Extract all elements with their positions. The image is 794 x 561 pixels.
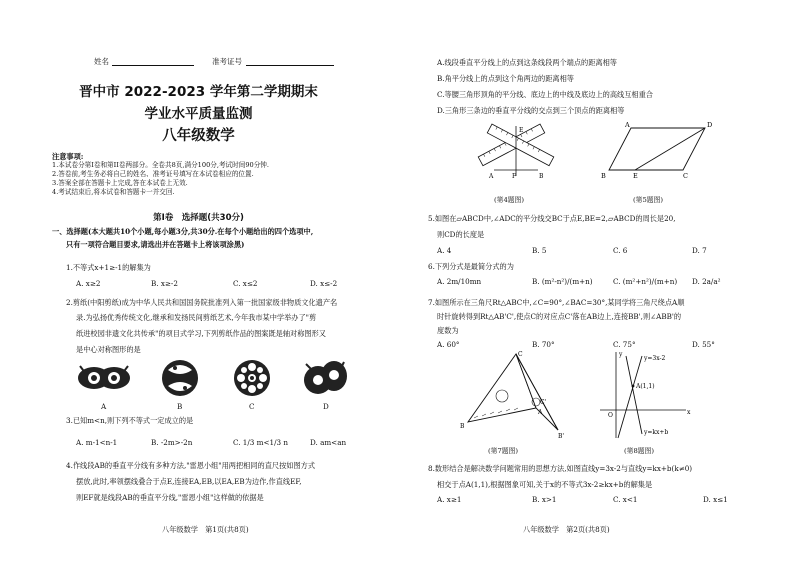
q8-line: 8.数形结合是解决数学问题常用的思想方法,如图直线y=3x-2与直线y=kx+b(k≠0) [428, 464, 693, 473]
q3-option-b: B. -2m>-2n [151, 438, 193, 447]
fig7-label: B' [558, 433, 565, 440]
q6-stem: 6.下列分式是最简分式的为 [428, 262, 514, 271]
q4-option-b: B.角平分线上的点到这个角两边的距离相等 [437, 74, 574, 83]
fig8-caption: (第8题图) [624, 447, 655, 455]
fig5-label: B [601, 172, 606, 180]
q7-line: 时针旋转得到Rt△AB'C',使点C的对应点C'落在AB边上,连接BB',则∠ABB'的 [437, 312, 682, 321]
q3-option-c: C. 1/3 m<1/3 n [233, 438, 288, 447]
page-footer-left: 八年级数学 第1页(共8页) [162, 525, 249, 534]
fig4-label: B [539, 173, 544, 180]
q5-option-b: B. 5 [532, 246, 547, 255]
q6-option-c: C. (m²+n²)/(m+n) [613, 277, 678, 286]
name-blank [112, 65, 194, 66]
q1-option-c: C. x≤2 [233, 279, 258, 288]
q4-line: 则EF就是线段AB的垂直平分线,"雷恩小组"这样做的依据是 [76, 493, 264, 502]
fig4-label: A [489, 173, 494, 180]
q1-stem: 1.不等式x+1≥-1的解集为 [66, 263, 151, 272]
line-3x-2 [618, 356, 642, 438]
q2-option-a: A [101, 402, 107, 411]
q2-option-c: C [249, 402, 255, 411]
fig5-label: C [683, 172, 688, 180]
parallelogram-abcd [609, 128, 705, 170]
figure-5 [597, 118, 717, 180]
q3-stem: 3.已知m<n,则下列不等式一定成立的是 [66, 416, 194, 425]
fig7-label: A [538, 409, 543, 416]
q8-option-c: C. x<1 [613, 495, 638, 504]
q3-option-d: D. am<an [310, 438, 347, 447]
q2-line: 是中心对称图形的是 [76, 345, 141, 354]
q7-option-b: B. 70° [532, 340, 555, 349]
q5-option-c: C. 6 [613, 246, 628, 255]
fig8-label: y=3x-2 [644, 355, 666, 362]
fig4-label: F [512, 173, 517, 180]
q4-line: 4.作线段AB的垂直平分线有多种方法,"雷恩小组"用两把相同的直尺按如图方式 [66, 461, 316, 470]
papercut-figures [74, 356, 364, 401]
q2-line: 纸进校园非遗文化共传承"的项目式学习,下列剪纸作品的图案既是轴对称图形又 [76, 329, 326, 338]
q2-option-b: B [177, 402, 183, 411]
figure-7 [458, 350, 578, 440]
fig8-label: y [619, 351, 623, 358]
papercut-a-image [78, 366, 130, 389]
q7-line: 度数为 [437, 326, 459, 335]
fig8-label: x [687, 409, 691, 416]
q2-option-d: D [323, 402, 329, 411]
q4-option-d: D.三角形三条边的垂直平分线的交点到三个顶点的距离相等 [437, 106, 625, 115]
figure-4 [476, 118, 556, 180]
q3-option-a: A. m-1<n-1 [76, 438, 118, 447]
note-item: 1.本试卷分第I卷和第II卷两部分。全卷共8页,满分100分,考试时间90分钟. [52, 161, 270, 169]
q4-option-c: C.等腰三角形顶角的平分线、底边上的中线及底边上的高线互相重合 [437, 90, 653, 99]
fig4-caption: (第4题图) [494, 196, 525, 204]
q7-option-d: D. 55° [692, 340, 715, 349]
fig5-label: A [625, 121, 630, 129]
q5-line: 则CD的长度是 [437, 230, 485, 239]
q8-line: 相交于点A(1,1),根据图象可知,关于x的不等式3x-2≥kx+b的解集是 [437, 480, 653, 489]
q2-line: 2.剪纸(中阳剪纸)成为中华人民共和国国务院批准列入第一批国家级非物质文化遗产名 [66, 298, 338, 307]
note-item: 2.答卷前,考生务必将自己的姓名、准考证号填写在本试卷相应的位置. [52, 170, 254, 178]
q2-line: 录.为弘扬优秀传统文化,继承和发扬民间剪纸艺术,今年我市某中学举办了"剪 [76, 313, 317, 322]
papercut-c-image [234, 360, 270, 396]
fig5-label: D [707, 121, 713, 129]
exam-title: 晋中市 2022-2023 学年第二学期期末 [79, 84, 318, 100]
fig7-label: C' [540, 399, 547, 406]
page-footer-right: 八年级数学 第2页(共8页) [523, 525, 610, 534]
q7-line: 7.如图所示在三角尺Rt△ABC中,∠C=90°,∠BAC=30°,某同学将三角尺绕点A顺 [428, 298, 685, 307]
papercut-d-image [304, 361, 347, 394]
exam-no-blank [246, 65, 334, 66]
fig5-caption: (第5题图) [633, 196, 664, 204]
q8-option-b: B. x>1 [532, 495, 557, 504]
point-a [632, 385, 635, 388]
part1-instructions-2: 只有一项符合题目要求,请选出并在答题卡上将该项涂黑) [66, 240, 245, 249]
q7-option-a: A. 60° [437, 340, 460, 349]
fig5-label: E [633, 172, 638, 180]
q4-option-a: A.线段垂直平分线上的点到这条线段两个端点的距离相等 [437, 58, 617, 67]
q5-option-d: D. 7 [692, 246, 707, 255]
q6-option-b: B. (m²-n²)/(m+n) [532, 277, 593, 286]
fig7-caption: (第7题图) [488, 447, 519, 455]
figure-8 [596, 350, 706, 440]
fig8-label: A(1,1) [636, 383, 655, 390]
fig4-label: E [519, 127, 524, 134]
q1-option-a: A. x≥2 [76, 279, 101, 288]
triangle-abc [468, 354, 536, 422]
subject-title: 八年级数学 [162, 128, 235, 144]
fig8-label: O [608, 412, 613, 419]
q4-line: 摆放,此时,率领摆线叠合于点E,连接EA,EB,以EA,EB为边作,作直线EF, [76, 477, 302, 486]
q8-option-a: A. x≥1 [437, 495, 462, 504]
note-item: 4.考试结束后,将本试卷和答题卡一并交回. [52, 188, 175, 196]
q5-line: 5.如图在▱ABCD中,∠ADC的平分线交BC于点E,BE=2,▱ABCD的周长是20, [428, 214, 676, 223]
notes-heading: 注意事项: [52, 152, 84, 161]
name-label: 姓名 [94, 57, 109, 66]
fig7-label: C [518, 351, 523, 358]
part1-heading: 第I卷 选择题(共30分) [153, 213, 244, 223]
q1-option-d: D. x≤-2 [310, 279, 338, 288]
q8-option-d: D. x≤1 [703, 495, 728, 504]
part1-instructions: 一、选择题(本大题共10个小题,每小题3分,共30分.在每个小题给出的四个选项中, [52, 227, 314, 236]
q6-option-d: D. 2a/a² [692, 277, 721, 286]
fig7-label: B [460, 423, 465, 430]
fig8-label: y=kx+b [644, 429, 669, 436]
exam-subtitle: 学业水平质量监测 [144, 106, 253, 122]
line-kx-b [626, 356, 642, 434]
q7-option-c: C. 75° [613, 340, 636, 349]
papercut-b-image [162, 360, 198, 396]
exam-no-label: 准考证号 [212, 57, 242, 66]
q6-option-a: A. 2m/10mn [437, 277, 482, 286]
q5-option-a: A. 4 [437, 246, 452, 255]
note-item: 3.答案全部在答题卡上完成,答在本试卷上无效. [52, 179, 188, 187]
q1-option-b: B. x≥-2 [151, 279, 178, 288]
